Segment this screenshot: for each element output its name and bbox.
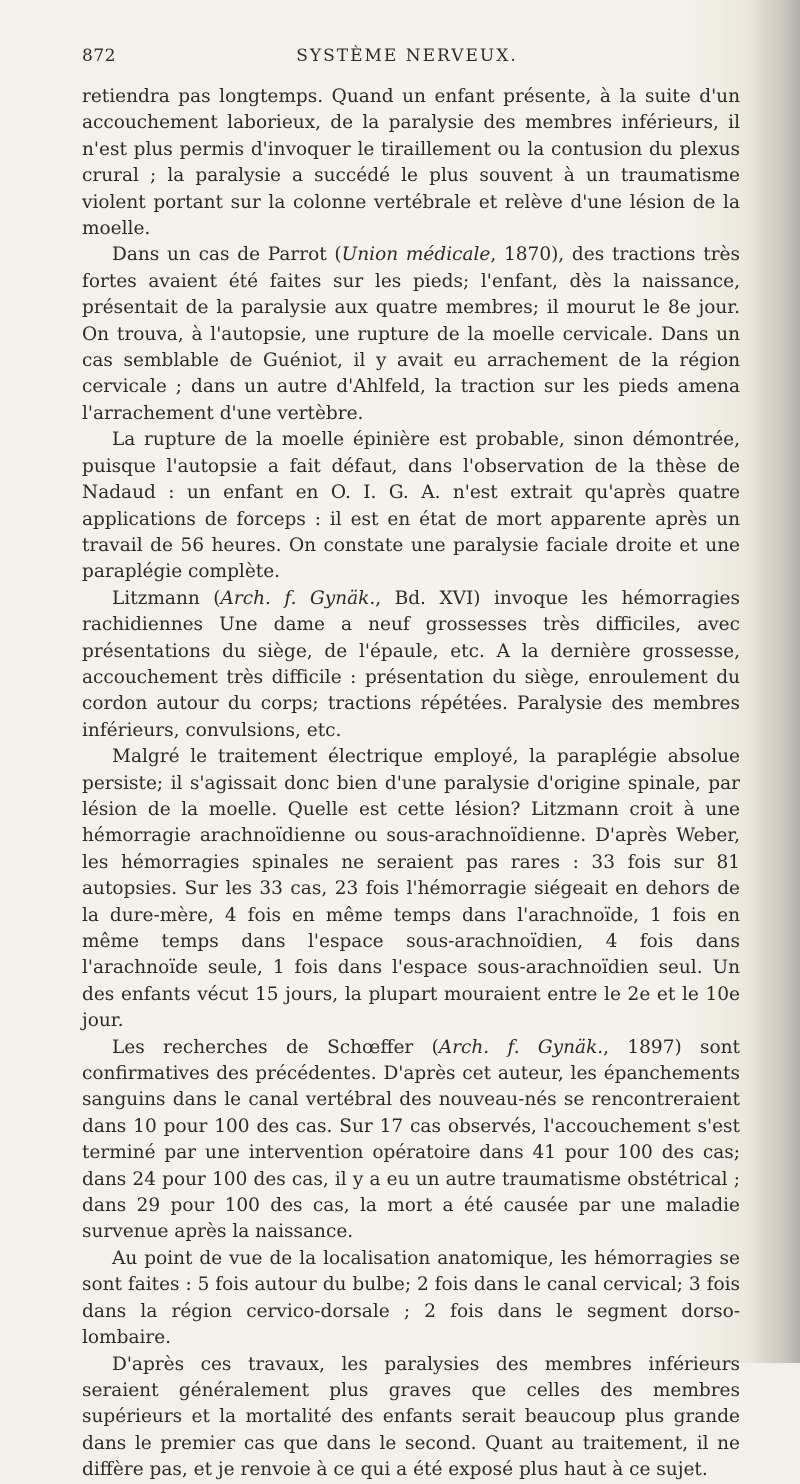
paragraph bbox=[82, 1246, 740, 1352]
italic-citation: Arch. f. Gynäk. bbox=[220, 587, 376, 609]
text-run: Litzmann ( bbox=[112, 587, 221, 609]
paragraph bbox=[82, 586, 740, 744]
text-run: , 1870), des tractions très fortes avaient été faites sur les pieds; l'enfant, dès la naissance, présentait de la paralysie aux quatre membres; il mourut le 8e jour. On trouva, à l'autopsie, une rupture de la moelle cervicale. Dans un cas semblable de Guéniot, il y avait eu arrachement de la région cervicale ; dans un autre d'Ahlfeld, la traction sur les pieds amena l'arrachement d'une vertèbre. bbox=[82, 244, 740, 424]
italic-citation: Union médicale bbox=[341, 244, 491, 266]
text-run: Les recherches de Schœffer ( bbox=[112, 1036, 439, 1058]
paragraph bbox=[82, 1035, 740, 1246]
paragraph bbox=[82, 84, 740, 242]
paragraph bbox=[82, 427, 740, 585]
text-run: Dans un cas de Parrot ( bbox=[112, 244, 342, 266]
paragraph bbox=[82, 1352, 740, 1484]
text-run: Au point de vue de la localisation anatomique, les hémorragies se sont faites : 5 fois autour du bulbe; 2 fois dans le canal cervical; 3 fois dans la région cervico-dorsale ; 2 fois dans le segment dorso-lombaire. bbox=[82, 1247, 740, 1349]
text-run: retiendra pas longtemps. Quand un enfant présente, à la suite d'un accouchement laborieux, de la paralysie des membres inférieurs, il n'est plus permis d'invoquer le tiraillement ou la contusion du plexus crural ; la paralysie a succédé le plus souvent à un traumatisme violent portant sur la colonne vertébrale et relève d'une lésion de la moelle. bbox=[82, 86, 740, 240]
text-run: , 1897) sont confirmatives des précédentes. D'après cet auteur, les épanchements sanguins dans le canal vertébral des nouveau-nés se rencontreraient dans 10 pour 100 des cas. Sur 17 cas observés, l'accouchement s'est terminé par une intervention opératoire dans 41 pour 100 des cas; dans 24 pour 100 des cas, il y a eu un autre traumatisme obstétrical ; dans 29 pour 100 des cas, la mort a été causée par une maladie survenue après la naissance. bbox=[82, 1036, 740, 1243]
page-number: 872 bbox=[82, 46, 116, 66]
page-edge-shadow bbox=[754, 0, 800, 1363]
text-run: La rupture de la moelle épinière est probable, sinon démontrée, puisque l'autopsie a fait défaut, dans l'observation de la thèse de Nadaud : un enfant en O. I. G. A. n'est extrait qu'après quatre applications de forceps : il est en état de mort apparente après un travail de 56 heures. On constate une paralysie faciale droite et une paraplégie complète. bbox=[82, 429, 740, 583]
body-text bbox=[82, 84, 740, 1484]
text-run: D'après ces travaux, les paralysies des membres inférieurs seraient généralement plus graves que celles des membres supérieurs et la mortalité des enfants serait beaucoup plus grande dans le premier cas que dans le second. Quant au traitement, il ne diffère pas, et je renvoie à ce qui a été exposé plus haut à ce sujet. bbox=[82, 1353, 740, 1481]
running-title: SYSTÈME NERVEUX. bbox=[296, 46, 518, 66]
text-run: , Bd. XVI) invoque les hémorragies rachidiennes Une dame a neuf grossesses très difficiles, avec présentations du siège, de l'épaule, etc. A la dernière grossesse, accouchement très difficile : présentation du siège, enroulement du cordon autour du corps; tractions répétées. Paralysie des membres inférieurs, convulsions, etc. bbox=[82, 587, 740, 741]
italic-citation: Arch. f. Gynäk. bbox=[438, 1036, 604, 1058]
paragraph bbox=[82, 242, 740, 427]
text-run: Malgré le traitement électrique employé, la paraplégie absolue persiste; il s'agissait donc bien d'une paralysie d'origine spinale, par lésion de la moelle. Quelle est cette lésion? Litzmann croit à une hémorragie arachnoïdienne ou sous-arachnoïdienne. D'après Weber, les hémorragies spinales ne seraient pas rares : 33 fois sur 81 autopsies. Sur les 33 cas, 23 fois l'hémorragie siégeait en dehors de la dure-mère, 4 fois en même temps dans l'arachnoïde, 1 fois en même temps dans l'espace sous-arachnoïdien, 4 fois dans l'arachnoïde seule, 1 fois dans l'espace sous-arachnoïdien seul. Un des enfants vécut 15 jours, la plupart mouraient entre le 2e et le 10e jour. bbox=[82, 746, 740, 1032]
running-head bbox=[82, 46, 732, 68]
paragraph bbox=[82, 744, 740, 1034]
